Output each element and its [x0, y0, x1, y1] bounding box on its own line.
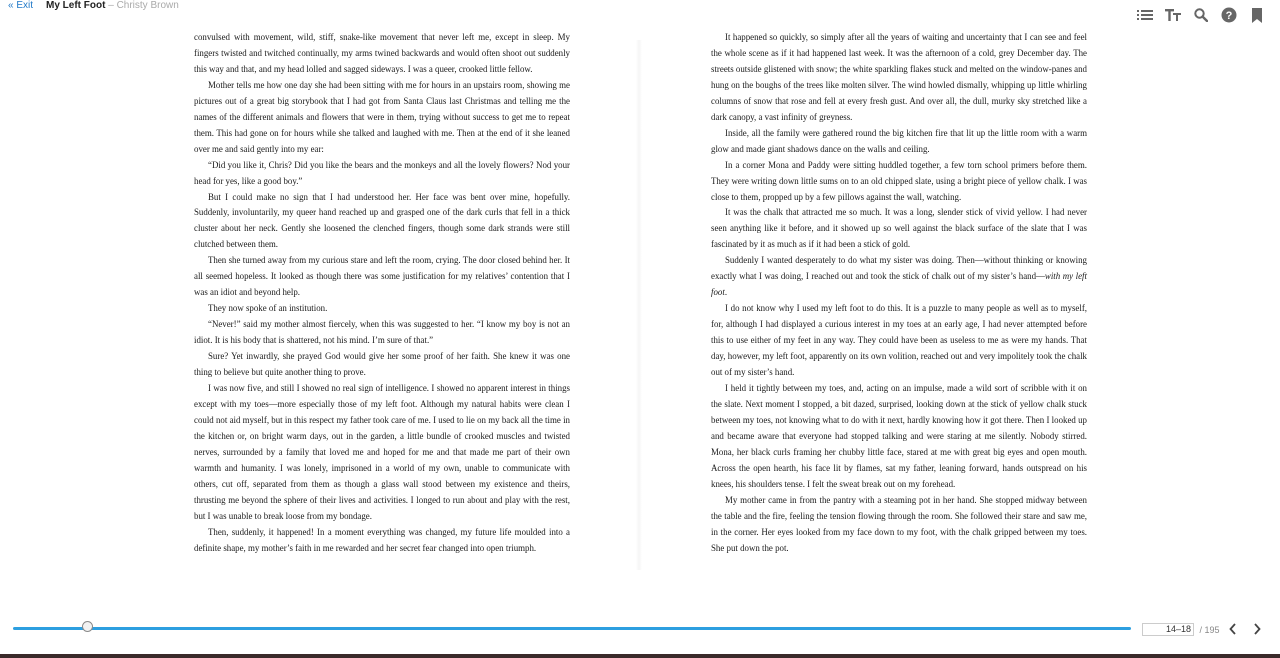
progress-slider-thumb[interactable] [82, 621, 93, 632]
page-indicator [1142, 623, 1220, 636]
paragraph: Mother tells me how one day she had been sitting with me for hours in an upstairs room, showing me pictures out of a great big storybook that I had got from Santa Claus last Christmas and telling me the names of the different animals and flowers that were in them, trying without success to get me to repeat them. This had gone on for hours while she talked and laughed with me. Then at the end of it she leaned over me and said gently into my ear: [194, 79, 570, 154]
paragraph: It was the chalk that attracted me so much. It was a long, slender stick of vivid yellow. I had never seen anything like it before, and it showed up so well against the black surface of the slate that I was fascinated by it as much as if it had been a stick of gold. [711, 207, 1087, 250]
paragraph: I was now five, and still I showed no real sign of intelligence. I showed no apparent interest in things except with my toes—more especially those of my left foot. Although my natural habits were clean I could not aid myself, but in this respect my father took care of me. I used to lie on my back all the time in the kitchen or, on bright warm days, out in the garden, a little bundle of crooked muscles and twisted nerves, surrounded by a family that loved me and hoped for me and that made me part of their own warmth and humanity. I was lonely, imprisoned in a world of my own, unable to communicate with others, cut off, separated from them as though a glass wall stood between my existence and theirs, thrusting me beyond the sphere of their lives and activities. I longed to run about and play with the rest, but I was unable to break loose from my bondage. [194, 382, 570, 521]
exit-link[interactable]: « Exit [8, 0, 34, 11]
chevron-right-icon [1253, 623, 1261, 635]
paragraph: I held it tightly between my toes, and, acting on an impulse, made a wild sort of scribble with it on the slate. Next moment I stopped, a bit dazed, surprised, looking down at the stick of yellow chalk stuck between my toes, not knowing what to do with it next, hardly knowing how it got there. Then I looked up and became aware that everyone had stopped talking and were staring at me silently. Nobody stirred. Mona, her black curls framing her chubby little face, stared at me with great big eyes and open mouth. Across the open hearth, his face lit by flames, sat my father, leaning forward, hands outspread on his knees, his shoulders tense. I felt the sweat break out on my forehead. [711, 382, 1087, 489]
paragraph: Then, suddenly, it happened! In a moment everything was changed, my future life moulded into a definite shape, my mother’s faith in me rewarded and her secret fear changed into open triumph. [194, 526, 570, 553]
paragraph: They now spoke of an institution. [208, 303, 328, 314]
paragraph-end: . [724, 287, 728, 298]
bottom-bar [0, 616, 1280, 646]
bottom-edge-strip [0, 654, 1280, 658]
total-pages: 195 [1204, 624, 1220, 635]
next-page-button[interactable] [1250, 622, 1264, 636]
paragraph [711, 253, 1087, 301]
bookmark-icon[interactable] [1248, 6, 1266, 24]
prev-page-button[interactable] [1226, 622, 1240, 636]
chevron-left-icon [1229, 623, 1237, 635]
paragraph: Sure? Yet inwardly, she prayed God would give her some proof of her faith. She knew it was one thing to believe but quite another thing to prove. [194, 351, 570, 378]
paragraph: “Never!” said my mother almost fiercely, when this was suggested to her. “I know my boy is not an idiot. It is his body that is shattered, not his mind. I’m sure of that.” [194, 319, 570, 346]
toolbar [1136, 6, 1266, 24]
search-icon[interactable] [1192, 6, 1210, 24]
italic-phrase: with my left foot [711, 271, 1087, 298]
paragraph: Then she turned away from my curious stare and left the room, crying. The door closed behind her. It all seemed hopeless. It looked as though there was some justification for my relatives’ contention that I was an idiot and beyond help. [194, 255, 570, 298]
progress-slider-track[interactable] [13, 627, 1131, 630]
book-title: My Left Foot [46, 0, 106, 11]
paragraph: My mother came in from the pantry with a steaming pot in her hand. She stopped midway between the table and the fire, feeling the tension flowing through the room. She followed their stare and saw me, in the corner. Her eyes looked from my face down to my foot, with the chalk gripped between my toes. She put down the pot. [711, 494, 1087, 553]
paragraph-text: Suddenly I wanted desperately to do what my sister was doing. Then—without thinking or knowing exactly what I was doing, I reached out and took the stick of chalk out of my sister’s hand— [711, 255, 1087, 282]
paragraph: In a corner Mona and Paddy were sitting huddled together, a few torn school primers before them. They were writing down little sums on to an old chipped slate, using a bright piece of yellow chalk. I was close to them, propped up by a few pillows against the wall, watching. [711, 159, 1087, 202]
page-separator: / [1199, 624, 1203, 635]
title-separator: – [108, 0, 114, 11]
paragraph: Inside, all the family were gathered round the big kitchen fire that lit up the little room with a warm glow and made giant shadows dance on the walls and ceiling. [711, 127, 1087, 154]
svg-text:?: ? [1225, 10, 1233, 22]
top-bar [0, 0, 1280, 22]
page-range-input[interactable]: 14–18 [1142, 623, 1194, 636]
contents-icon[interactable] [1136, 6, 1154, 24]
paragraph: “Did you like it, Chris? Did you like the bears and the monkeys and all the lovely flowers? Nod your head for yes, like a good boy.” [194, 159, 570, 186]
text-size-icon[interactable] [1164, 6, 1182, 24]
book-author: Christy Brown [116, 0, 179, 11]
paragraph: convulsed with movement, wild, stiff, snake-like movement that never left me, except in sleep. My fingers twisted and twitched continually, my arms twined backwards and would often shoot out suddenly this way and that, and my head lolled and sagged sideways. I was a queer, crooked little fellow. [194, 32, 570, 74]
right-page [711, 30, 1087, 556]
page-gutter [636, 40, 642, 570]
paragraph: But I could make no sign that I had understood her. Her face was bent over mine, hopefully. Suddenly, involuntarily, my queer hand reached up and grasped one of the dark curls that fell in a thick cluster about her neck. Gently she loosened the clenched fingers, though some dark strands were still clutched between them. [194, 191, 570, 250]
book-title-bar [46, 0, 179, 12]
help-icon[interactable] [1220, 6, 1238, 24]
paragraph: It happened so quickly, so simply after all the years of waiting and uncertainty that I can see and feel the whole scene as if it had happened last week. It was the afternoon of a cold, grey December day. The streets outside glistened with snow; the white sparkling flakes stuck and melted on the window-panes and hung on the boughs of the trees like molten silver. The wind howled dismally, whipping up little whirling columns of snow that rose and fell at every fresh gust. And over all, the dull, murky sky stretched like a dark canopy, a vast infinity of greyness. [711, 32, 1087, 122]
left-page [194, 30, 570, 556]
paragraph: I do not know why I used my left foot to do this. It is a puzzle to many people as well as to myself, for, although I had displayed a curious interest in my toes at an early age, I had never attempted before this to use either of my feet in any way. They could have been as useless to me as were my hands. That day, however, my left foot, apparently on its own volition, reached out and very impolitely took the chalk out of my sister’s hand. [711, 303, 1087, 378]
